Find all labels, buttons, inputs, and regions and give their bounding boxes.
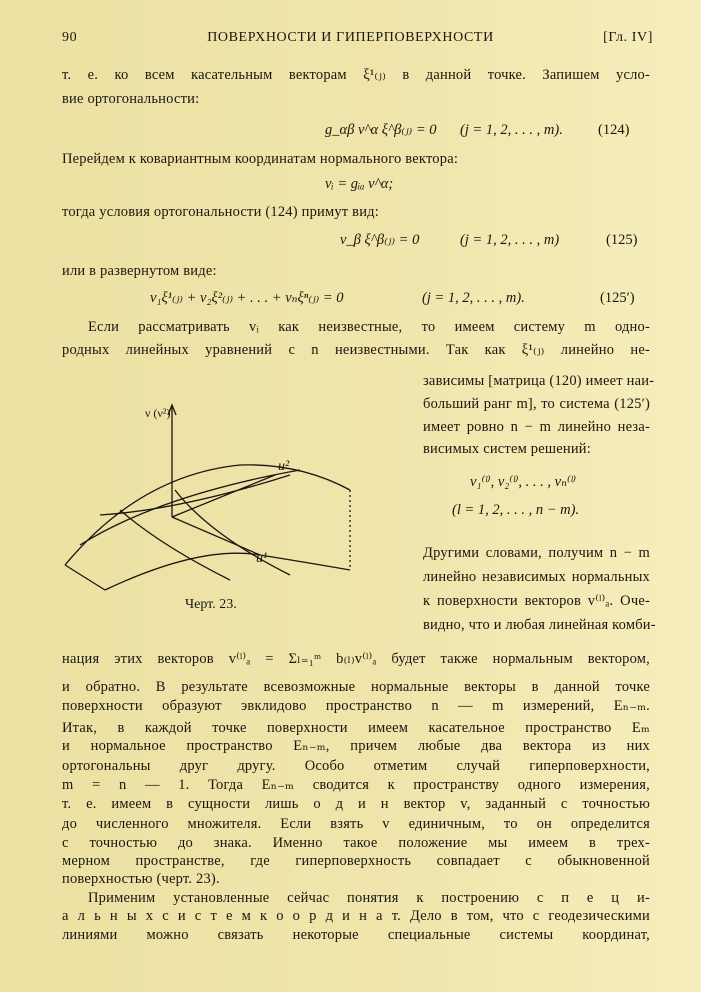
- text-line: висимых систем решений:: [423, 441, 591, 457]
- text-line: Если рассматривать vᵢ как неизвестные, то имеем систему m одно-: [88, 319, 650, 335]
- text-line: и обратно. В результате всевозможные нормальные векторы в данной точке: [62, 679, 650, 695]
- coordinate-line-u1: [120, 510, 230, 580]
- text-line: мерном пространстве, где гиперповерхность совпадает с обыкновенной: [62, 853, 650, 869]
- text-line: Применим установленные сейчас понятия к построению с п е ц и-: [88, 890, 650, 906]
- text-line: а л ь н ы х с и с т е м к о о р д и н а т. Дело в том, что с геодезическими: [62, 908, 650, 924]
- text-line: с точностью до знака. Именно такое положение мы имеем в трех-: [62, 835, 650, 851]
- running-title: ПОВЕРХНОСТИ И ГИПЕРПОВЕРХНОСТИ: [207, 30, 494, 45]
- text-line: или в развернутом виде:: [62, 263, 217, 279]
- text-line: линейно независимых нормальных: [423, 569, 650, 585]
- text-line: к поверхности векторов v⁽ˡ⁾ₐ. Оче-: [423, 593, 650, 609]
- figure-caption: Черт. 23.: [185, 597, 237, 612]
- text-line: и нормальное пространство Eₙ₋ₘ, причем любые два вектора из них: [62, 738, 650, 754]
- solution-range: (l = 1, 2, . . . , n − m).: [452, 502, 580, 518]
- text-line: m = n — 1. Тогда Eₙ₋ₘ сводится к пространству одного измерения,: [62, 777, 650, 793]
- equation-number: (125′): [600, 290, 635, 306]
- coordinate-line: [175, 490, 290, 575]
- text-line: линиями можно связать некоторые специальные системы координат,: [62, 927, 650, 943]
- equation-number: (124): [598, 122, 630, 138]
- text-line: поверхности образуют эвклидово пространство n — m измерений, Eₙ₋ₘ.: [62, 698, 650, 714]
- surface-edge: [65, 565, 105, 590]
- surface-edge: [105, 553, 350, 590]
- text-line: до численного множителя. Если взять v единичным, то он определится: [62, 816, 650, 832]
- equation-124-condition: (j = 1, 2, . . . , m).: [460, 122, 563, 138]
- u2-label: u²: [278, 459, 290, 474]
- text-line: т. е. ко всем касательным векторам ξ¹₍ⱼ₎ в данной точке. Запишем усло-: [62, 67, 650, 83]
- tangent-vector: [172, 475, 275, 517]
- equation-number: (125): [606, 232, 638, 248]
- text-line: видно, что и любая линейная комби-: [423, 617, 656, 633]
- equation-125-condition: (j = 1, 2, . . . , m): [460, 232, 560, 248]
- normal-label: ν (ν²): [145, 406, 171, 420]
- figure-23-surface-diagram: [60, 395, 360, 595]
- text-line: Итак, в каждой точке поверхности имеем касательное пространство Eₘ: [62, 720, 650, 736]
- text-line: Перейдем к ковариантным координатам нормального вектора:: [62, 151, 459, 167]
- equation-125: v_β ξ^β₍ⱼ₎ = 0: [340, 232, 420, 248]
- text-line: ортогональны друг другу. Особо отметим случай гиперповерхности,: [62, 758, 650, 774]
- text-line: родных линейных уравнений с n неизвестными. Так как ξ¹₍ⱼ₎ линейно не-: [62, 342, 650, 358]
- text-line: зависимы [матрица (120) имеет наи-: [423, 373, 655, 389]
- equation-125-prime: v₁ξ¹₍ⱼ₎ + v₂ξ²₍ⱼ₎ + . . . + vₙξⁿ₍ⱼ₎ = 0: [150, 290, 344, 306]
- text-line: поверхностью (черт. 23).: [62, 871, 220, 887]
- u1-label: u¹: [256, 551, 268, 566]
- text-line: тогда условия ортогональности (124) примут вид:: [62, 204, 379, 220]
- tangent-vector: [172, 517, 260, 555]
- equation-125-prime-condition: (j = 1, 2, . . . , m).: [422, 290, 525, 306]
- text-line: вие ортогональности:: [62, 91, 200, 107]
- text-line: больший ранг m], то система (125′): [423, 396, 650, 412]
- text-line: имеет ровно n − m линейно неза-: [423, 419, 650, 435]
- equation-covariant: vᵢ = gᵢₐ v^α;: [325, 176, 394, 192]
- page-number: 90: [62, 30, 78, 45]
- text-line: т. е. имеем в сущности лишь о д и н вектор v, заданный с точностью: [62, 796, 650, 812]
- solution-vectors: v₁⁽ˡ⁾, v₂⁽ˡ⁾, . . . , vₙ⁽ˡ⁾: [470, 474, 577, 490]
- text-line: нация этих векторов v⁽ˡ⁾ₐ = Σₗ₌₁ᵐ b₍ₗ₎v⁽ˡ⁾ₐ будет также нормальным вектором,: [62, 651, 650, 667]
- text-line: Другими словами, получим n − m: [423, 545, 650, 561]
- equation-124: g_αβ v^α ξ^β₍ⱼ₎ = 0: [325, 122, 437, 138]
- chapter-label: [Гл. IV]: [603, 30, 653, 45]
